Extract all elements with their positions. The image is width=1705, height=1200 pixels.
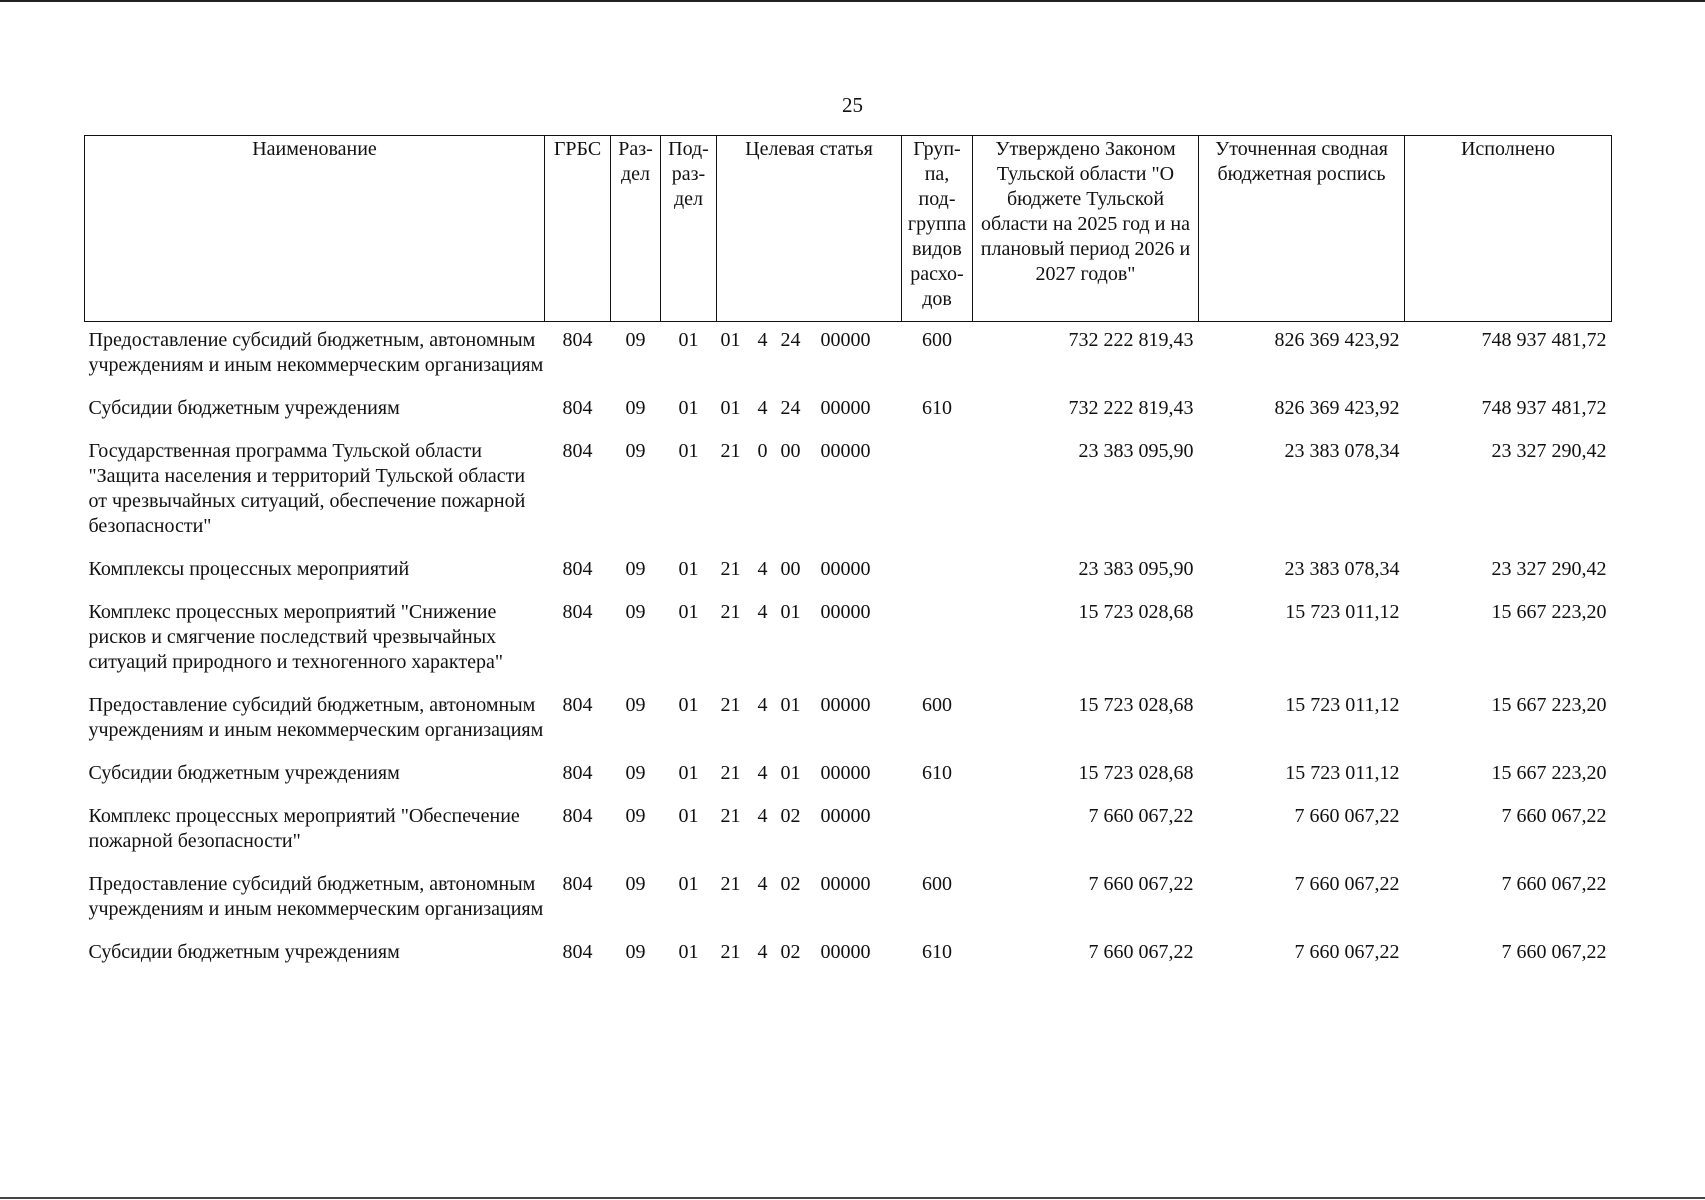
target-article-part: 21 [720,601,741,623]
cell-podrazdel: 01 [678,762,699,784]
cell-name: Субсидии бюджетным учреждениям [88,762,400,784]
cell-podrazdel: 01 [678,601,699,623]
cell-name: Субсидии бюджетным учреждениям [88,397,400,419]
cell-name: Предоставление субсидий бюджетным, автономным учреждениям и иным некоммерческим организациям [88,329,544,376]
target-article-part: 00000 [820,805,871,827]
target-article-part: 00000 [820,941,871,963]
target-article-part: 02 [780,941,801,963]
target-article-part: 01 [780,601,801,623]
cell-target-article [717,934,902,977]
cell-grbs: 804 [562,762,593,784]
cell-approved: 23 383 095,90 [1078,440,1194,462]
cell-executed: 23 327 290,42 [1491,440,1607,462]
cell-approved: 7 660 067,22 [1088,805,1194,827]
table-row [85,798,1612,866]
cell-name: Комплекс процессных мероприятий "Обеспечение пожарной безопасности" [88,805,520,852]
target-article-part: 4 [757,941,768,963]
target-article-part: 00000 [820,873,871,895]
cell-approved: 7 660 067,22 [1088,873,1194,895]
header-podrazdel: Под- раз- дел [661,136,717,322]
cell-executed: 7 660 067,22 [1501,873,1607,895]
target-article-part: 4 [757,329,768,351]
cell-podrazdel: 01 [678,440,699,462]
cell-podrazdel: 01 [678,694,699,716]
cell-podrazdel: 01 [678,329,699,351]
header-target-article: Целевая статья [717,136,902,322]
table-header [85,136,1612,322]
cell-grbs: 804 [562,440,593,462]
cell-executed: 15 667 223,20 [1491,601,1607,623]
cell-refined: 23 383 078,34 [1284,440,1400,462]
cell-expense-group: 610 [922,397,952,419]
table-body [85,322,1612,978]
target-article-part: 00 [780,558,801,580]
target-article-part: 21 [720,873,741,895]
cell-executed: 7 660 067,22 [1501,941,1607,963]
bottom-border-line [0,1197,1705,1199]
target-article-part: 4 [757,873,768,895]
cell-approved: 15 723 028,68 [1078,762,1194,784]
header-name: Наименование [85,136,545,322]
target-article-part: 01 [720,329,741,351]
cell-razdel: 09 [625,762,646,784]
cell-expense-group: 610 [922,762,952,784]
cell-executed: 15 667 223,20 [1491,694,1607,716]
cell-razdel: 09 [625,873,646,895]
cell-executed: 7 660 067,22 [1501,805,1607,827]
table-row [85,934,1612,977]
cell-name: Предоставление субсидий бюджетным, автономным учреждениям и иным некоммерческим организациям [88,873,544,920]
cell-razdel: 09 [625,558,646,580]
cell-refined: 7 660 067,22 [1294,941,1400,963]
cell-target-article [717,755,902,798]
cell-approved: 7 660 067,22 [1088,941,1194,963]
target-article-part: 00000 [820,440,871,462]
cell-target-article [717,433,902,551]
target-article-part: 0 [757,440,768,462]
cell-grbs: 804 [562,558,593,580]
cell-grbs: 804 [562,397,593,419]
cell-grbs: 804 [562,694,593,716]
header-approved: Утверждено Законом Тульской области "О бюджете Тульской области на 2025 год и на плановый период 2026 и 2027 годов" [973,136,1199,322]
cell-executed: 23 327 290,42 [1491,558,1607,580]
target-article-part: 00000 [820,558,871,580]
cell-refined: 826 369 423,92 [1274,329,1400,351]
target-article-part: 4 [757,762,768,784]
table-row [85,594,1612,687]
cell-refined: 15 723 011,12 [1285,694,1400,716]
table-row [85,322,1612,391]
target-article-part: 4 [757,397,768,419]
cell-expense-group: 610 [922,941,952,963]
target-article-part: 00000 [820,601,871,623]
cell-target-article [717,798,902,866]
table-row [85,755,1612,798]
cell-target-article [717,866,902,934]
cell-grbs: 804 [562,601,593,623]
cell-refined: 7 660 067,22 [1294,873,1400,895]
cell-podrazdel: 01 [678,397,699,419]
target-article-part: 4 [757,694,768,716]
cell-razdel: 09 [625,941,646,963]
cell-approved: 15 723 028,68 [1078,601,1194,623]
cell-name: Предоставление субсидий бюджетным, автономным учреждениям и иным некоммерческим организациям [88,694,544,741]
cell-grbs: 804 [562,329,593,351]
cell-refined: 15 723 011,12 [1285,601,1400,623]
table-row [85,687,1612,755]
cell-approved: 23 383 095,90 [1078,558,1194,580]
cell-podrazdel: 01 [678,873,699,895]
cell-grbs: 804 [562,873,593,895]
cell-expense-group: 600 [922,873,952,895]
cell-target-article [717,390,902,433]
target-article-part: 21 [720,440,741,462]
cell-refined: 826 369 423,92 [1274,397,1400,419]
cell-executed: 748 937 481,72 [1481,329,1607,351]
target-article-part: 4 [757,558,768,580]
cell-expense-group [902,798,973,866]
target-article-part: 24 [780,397,801,419]
target-article-part: 00000 [820,762,871,784]
cell-expense-group: 600 [922,329,952,351]
cell-target-article [717,322,902,391]
target-article-part: 01 [780,762,801,784]
target-article-part: 4 [757,805,768,827]
top-border-line [0,0,1705,2]
cell-name: Комплексы процессных мероприятий [88,558,410,580]
cell-refined: 7 660 067,22 [1294,805,1400,827]
cell-podrazdel: 01 [678,805,699,827]
cell-razdel: 09 [625,397,646,419]
cell-expense-group: 600 [922,694,952,716]
cell-approved: 732 222 819,43 [1068,397,1194,419]
cell-razdel: 09 [625,440,646,462]
table-row [85,551,1612,594]
cell-name: Комплекс процессных мероприятий "Снижение рисков и смягчение последствий чрезвычайных ситуаций природного и техногенного характера" [88,601,503,673]
cell-target-article [717,551,902,594]
cell-executed: 15 667 223,20 [1491,762,1607,784]
budget-table [84,135,1612,977]
cell-razdel: 09 [625,601,646,623]
cell-razdel: 09 [625,805,646,827]
cell-podrazdel: 01 [678,558,699,580]
table-row [85,390,1612,433]
cell-expense-group [902,594,973,687]
target-article-part: 4 [757,601,768,623]
target-article-part: 01 [780,694,801,716]
target-article-part: 00000 [820,329,871,351]
cell-name: Субсидии бюджетным учреждениям [88,941,400,963]
target-article-part: 21 [720,762,741,784]
cell-target-article [717,687,902,755]
target-article-part: 01 [720,397,741,419]
target-article-part: 21 [720,694,741,716]
cell-podrazdel: 01 [678,941,699,963]
cell-grbs: 804 [562,941,593,963]
cell-expense-group [902,433,973,551]
table-row [85,433,1612,551]
target-article-part: 02 [780,873,801,895]
table-row [85,866,1612,934]
target-article-part: 00000 [820,694,871,716]
header-expense-group: Груп- па, под- группа видов расхо- дов [902,136,973,322]
cell-grbs: 804 [562,805,593,827]
cell-approved: 15 723 028,68 [1078,694,1194,716]
cell-approved: 732 222 819,43 [1068,329,1194,351]
cell-target-article [717,594,902,687]
header-grbs: ГРБС [545,136,611,322]
cell-razdel: 09 [625,329,646,351]
target-article-part: 24 [780,329,801,351]
target-article-part: 00 [780,440,801,462]
header-executed: Исполнено [1405,136,1612,322]
cell-refined: 15 723 011,12 [1285,762,1400,784]
target-article-part: 00000 [820,397,871,419]
cell-refined: 23 383 078,34 [1284,558,1400,580]
cell-name: Государственная программа Тульской области "Защита населения и территорий Тульской области от чрезвычайных ситуаций, обеспечение пожарной безопасности" [88,440,526,537]
page-number: 25 [842,93,863,117]
target-article-part: 21 [720,941,741,963]
header-refined: Уточненная сводная бюджетная роспись [1199,136,1405,322]
target-article-part: 21 [720,805,741,827]
header-razdel: Раз- дел [611,136,661,322]
target-article-part: 02 [780,805,801,827]
target-article-part: 21 [720,558,741,580]
cell-executed: 748 937 481,72 [1481,397,1607,419]
cell-razdel: 09 [625,694,646,716]
cell-expense-group [902,551,973,594]
